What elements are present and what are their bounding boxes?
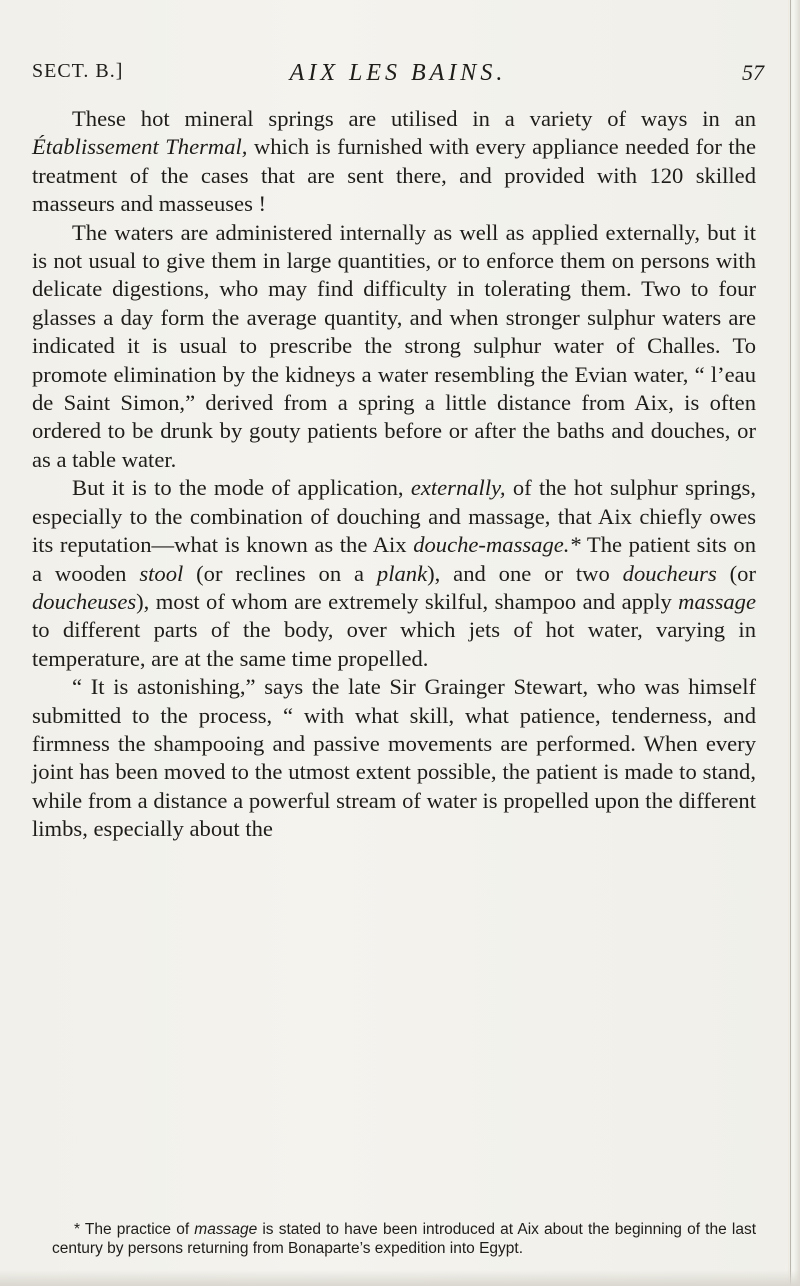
text-run: These hot mineral springs are utilised in a variety of ways in an [72,106,756,131]
italic-text-run: douche-massage.* [413,532,581,558]
paragraph [32,673,756,843]
text-run: which is furnished with every appliance needed for the treatment of the cases that are sent there, and provided with 120 skilled masseurs and masseuses ! [32,134,756,217]
italic-text-run: massage [194,1221,258,1238]
italic-text-run: stool [139,560,184,586]
footnote [52,1220,756,1258]
paragraph [32,474,756,673]
page-edge-shadow [0,1270,800,1286]
text-run: ), most of whom are extremely skilful, shampoo and apply [136,588,679,614]
page-title: AIX LES BAINS. [289,60,507,86]
text-run: The waters are administered internally as well as applied externally, but it is not usual to give them in large quantities, or to enforce them on persons with delicate digestions, who may find difficulty in tolerating them. Two to four glasses a day form the average quantity, and when stronger sulphur waters are indicated it is usual to prescribe the strong sulphur water of Challes. To promote elimination by the kidneys a water resembling the Evian water, “ l’eau de Saint Simon,” derived from a spring a little distance from Aix, is often ordered to be drunk by gouty patients before or after the baths and douches, or as a table water. [32,219,756,472]
text-run: The patient sits on a wooden [32,532,757,586]
italic-text-run: Établissement Thermal, [32,134,248,160]
text-run: (or reclines on a [183,560,377,586]
paragraph [32,105,756,219]
italic-text-run: doucheurs [622,560,717,586]
text-run: “ It is astonishing,” says the late Sir Grainger Stewart, who was himself submitted to the process, “ with what skill, what patience, tenderness, and firmness the shampooing and passive movements are performed. When every joint has been moved to the utmost extent possible, the patient is made to stand, while from a distance a powerful stream of water is propelled upon the different limbs, especially about the [32,674,756,842]
text-run: to different parts of the body, over which jets of hot water, varying in temperature, are at the same time propelled. [32,617,756,671]
italic-text-run: doucheuses [32,588,137,614]
text-run: * The practice of [74,1221,195,1238]
paragraph [32,219,756,475]
text-run: ), and one or two [427,560,623,586]
running-header [32,60,764,100]
text-run: But it is to the mode of application, [72,475,411,501]
italic-text-run: massage [678,588,756,614]
italic-text-run: plank [376,560,428,586]
page-number: 57 [742,60,764,85]
text-run: is stated to have been introduced at Aix about the beginning of the last century by persons returning from Bonaparte’s expedition into Egypt. [52,1221,756,1257]
italic-text-run: externally, [410,475,506,501]
text-run: of the hot sulphur springs, especially to the combination of douching and massage, that Aix chiefly owes its reputation—what is known as the Aix [32,475,756,558]
body-text [32,105,756,844]
page-edge-line [790,0,791,1286]
section-label: SECT. B.] [32,60,124,82]
footnote-text [52,1220,756,1258]
text-run: (or [716,560,757,586]
